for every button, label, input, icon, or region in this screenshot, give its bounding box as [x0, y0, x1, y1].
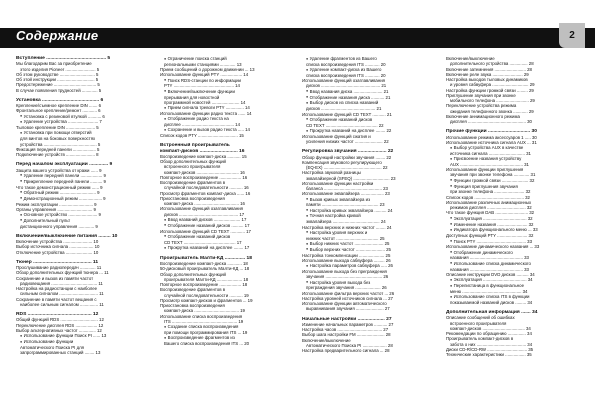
toc-entry: списка воспроизведения ITS ............ 20: [306, 61, 386, 67]
toc-entry: радиовещания ...................................... 11: [20, 280, 103, 286]
toc-entry: Список кодов PTY ................................. 15: [160, 133, 244, 139]
toc-entry: Использование выхода сабвуфера ......... 26: [302, 257, 391, 263]
toc-entry: Прослушивание радиопередач ............. 11: [16, 265, 102, 271]
toc-entry: проигрывателя Малти-КД ..................... 18: [164, 276, 249, 282]
toc-entry: Об этом руководстве ............................. 5: [16, 71, 99, 77]
toc-entry: компакт-диска ..................................... 16: [164, 201, 245, 207]
toc-entry: PTY .................................................. 14: [164, 83, 240, 89]
toc-entry: ● Прокрутка названий на дисплее ........ 22: [302, 128, 426, 134]
toc-entry: звучания при звонке телефона ............. 31: [450, 172, 536, 178]
toc-entry: встроенного проигрывателя: [164, 164, 221, 170]
toc-entry: названия ............................................ 33: [450, 266, 529, 272]
toc-entry: Переключение устройства режима: [446, 103, 517, 109]
toc-entry: Что такое функция DAB ........................... 32: [446, 210, 535, 216]
toc-entry: Настройка предварительного сигнала ... 28: [302, 348, 390, 354]
toc-entry: дисков ............................................. 21: [306, 106, 382, 112]
toc-entry: Подключение устройств ........................ 8: [16, 152, 99, 158]
toc-entry: Использование функций озаглавливания: [302, 78, 386, 84]
toc-section-heading: Тюнер ........................................... 11: [16, 259, 99, 265]
toc-entry: мобильного телефона ........................... 29: [450, 98, 535, 103]
toc-entry: дисплее ........................................... 14: [164, 122, 240, 128]
toc-entry: компакт-дисков ................................... 34: [450, 325, 531, 331]
toc-entry: Включение аннимационного режима: [446, 113, 520, 119]
toc-entry: эквалайзера ....................................... 24: [306, 219, 386, 225]
toc-entry: 50-дисковый проигрыватель Малти-КД ... 18: [160, 266, 250, 272]
toc-entry: и уровня сабвуфера .............................. 29: [450, 82, 535, 88]
toc-entry: ● Выбор нижних частот ........................ 25: [302, 241, 426, 247]
toc-entry: ● Включение/выключение функции: [160, 89, 284, 95]
toc-entry: Использование динамического названия ... 33: [446, 244, 540, 250]
toc-entry: ● Ввод названий дисков ...................... 17: [160, 217, 284, 223]
toc-entry: CD TEXT ........................................... 17: [164, 239, 242, 245]
toc-entry: ● Использование функции Поиск PI ...... 13: [16, 333, 140, 339]
toc-entry: устройства ............................................ 5: [20, 141, 101, 147]
toc-entry: Использование функций PTY .................. 14: [160, 72, 249, 78]
toc-entry: ● Дополнительный пульт: [16, 218, 140, 224]
toc-entry: Защита вашего устройства от кражи ...... 9: [16, 167, 102, 173]
toc-entry: Воспроизведение компакт-диска ........... 15: [160, 153, 247, 159]
toc-entry: дополнительного устройства ............... 28: [450, 61, 534, 67]
page-number: 2: [559, 23, 585, 48]
toc-entry: ● Настройка кривых эквалайзера .......... 24: [302, 208, 426, 214]
toc-entry: Использование режима аксессуаров 1 ..... 30: [446, 134, 537, 140]
toc-entry: ● Прикрепление передней панели .......... 9: [16, 179, 140, 185]
toc-entry: ● Настройка параметров сабвуфера ..... 26: [302, 263, 426, 269]
toc-entry: Изменение начальных параметров ........... 27: [302, 321, 394, 327]
toc-entry: ● Поиск PTY ......................................... 33: [446, 239, 570, 245]
toc-entry: компакт-дисков ................................... 16: [164, 169, 245, 175]
toc-entry: дисков ................................................. 17: [164, 211, 245, 217]
toc-entry: ● Установка с резиновой втулкой ........... 6: [16, 114, 140, 120]
toc-entry: Технические характеристики ................. 35: [446, 352, 532, 358]
toc-entry: Сохранение в памяти частот вещания с: [16, 296, 97, 302]
toc-entry: звучания ............................................... 26: [306, 274, 389, 280]
toc-entry: меню ................................................. 34: [450, 288, 528, 294]
toc-entry: ● Установка при помощи отверстий: [16, 130, 140, 136]
toc-entry: компакт-диска ..................................... 19: [164, 308, 245, 314]
toc-entry: Органы управления ............................. 9: [16, 206, 96, 212]
toc-entry: Фронтальное крепление/ремонт ............ 6: [16, 108, 101, 114]
toc-column-3: [302, 56, 426, 353]
toc-entry: Включение устройства ........................ 10: [16, 239, 99, 245]
toc-entry: наиболее сильным сигналом ............... 11: [20, 301, 104, 307]
toc-entry: Описание сообщений об ошибках: [446, 315, 515, 321]
toc-entry: ● Демонстрационный режим ................... 9: [16, 196, 140, 202]
toc-entry: ● Прием сигнала тревоги PTY ............... 14: [160, 105, 284, 111]
toc-entry: при звонке телефона ......................... 32: [450, 189, 531, 195]
table-of-contents: [0, 56, 595, 420]
toc-entry: Настройка выходов тыловых динамиков: [446, 77, 528, 82]
toc-entry: дисплея ................................................ 30: [450, 119, 532, 124]
toc-entry: ● Изменение названия ......................... 32: [446, 222, 570, 228]
toc-entry: Использование функции автоматического: [302, 301, 387, 307]
toc-entry: Включение затемнения .......................... 28: [446, 66, 532, 72]
toc-section-heading: Проигрыватель Малти-КД ............... 18: [160, 255, 252, 261]
toc-entry: Настройка часов ..................................... 27: [302, 327, 389, 333]
toc-entry: Использование источника сигнала AUX ... 31: [446, 139, 537, 145]
toc-entry: преграждения звучания ..................... 26: [306, 285, 387, 291]
toc-entry: Воспроизведение компакт-диска ............ 18: [160, 261, 248, 267]
toc-section-heading: Прочие функции ............................... 30: [446, 129, 537, 135]
toc-entry: дисков ................................................. 21: [306, 83, 387, 89]
toc-entry: для винтов на боковых поверхностях: [20, 136, 96, 142]
toc-entry: Выбор шага настройки FM ....................... 28: [302, 332, 391, 338]
toc-entry: режимов дисплея ................................ 32: [450, 205, 532, 211]
toc-entry: Выбор альтернативных частот .............. 12: [16, 327, 102, 333]
toc-column-1: [16, 56, 140, 355]
toc-entry: Фиксация передней панели ................... 5: [16, 146, 100, 152]
toc-entry: Прием сообщений о дорожном движении ... 13: [160, 67, 255, 73]
toc-entry: Мы благодарим Вас за приобретение: [16, 61, 92, 67]
toc-entry: ● Настройка уровня верхних и: [302, 230, 426, 236]
toc-entry: источника сигнала .............................. 31: [450, 150, 531, 156]
toc-entry: ● Использование функции: [16, 339, 140, 345]
toc-entry: ● Выбор дисков из списка названий: [302, 100, 426, 106]
toc-entry: памяти ............................................... 23: [306, 202, 385, 208]
toc-entry: ● Отображение названий дисков: [302, 117, 426, 123]
toc-entry: Тыловое крепление DIN ........................ 5: [16, 125, 99, 131]
toc-entry: ● Отображение динамического: [446, 250, 570, 256]
toc-entry: Приглушение звучания при звонке: [446, 92, 516, 98]
toc-entry: этого изделия Pioneer ......................... 5: [20, 66, 100, 72]
toc-entry: случайной последовательности ........... 16: [164, 185, 249, 191]
toc-entry: Описание инструкции DVD дисков .......... 34: [446, 271, 535, 277]
toc-entry: Обзор функций настройки звучания ........ 22: [302, 154, 392, 160]
toc-entry: ● Удаление устройства ......................... 7: [16, 119, 140, 125]
toc-entry: Обзор дополнительных функций: [160, 271, 226, 277]
toc-entry: Настройка тонкомпенсации ..................... 25: [302, 252, 391, 258]
toc-entry: Вашего списка воспроизведения ITS ... 20: [164, 341, 250, 347]
toc-entry: Об этой инструкции ............................... 5: [16, 77, 99, 82]
toc-entry: Использование функций озаглавливания: [160, 206, 244, 212]
toc-entry: ● Эксплуатация .................................... 32: [446, 216, 570, 222]
toc-entry: ● Отображение названий дисков .......... 17: [160, 223, 284, 229]
toc-entry: ● Функция приглушения звучания: [446, 184, 570, 190]
toc-entry: программной новостей ....................... 14: [164, 99, 246, 105]
toc-entry: AUX .................................................... 31: [450, 161, 529, 167]
toc-entry: Использование функции радио текста ...... 14: [160, 110, 252, 116]
toc-section-heading: Установка .......................................... 6: [16, 97, 104, 103]
toc-entry: ● Использование списка динамического: [446, 261, 570, 267]
toc-entry: запрограммированных станций ........ 13: [20, 350, 101, 356]
toc-entry: Использование функции настройки: [302, 180, 374, 186]
toc-entry: Общий функций RDS ............................... 12: [16, 317, 104, 323]
toc-section-heading: Дополнительная информация ....... 34: [446, 310, 538, 316]
toc-entry: ● Точная настройка кривой: [302, 213, 426, 219]
toc-entry: Переключение дисплея RDS .................. 12: [16, 322, 104, 328]
toc-entry: Обзор дополнительных функций тюнера ... 11: [16, 270, 109, 276]
toc-entry: Повторное воспроизведение .................. 18: [160, 282, 248, 288]
toc-entry: Настройка функции громкой связи ......... 29: [446, 87, 534, 93]
toc-entry: ● Выбор устройства AUX в качестве: [446, 145, 570, 151]
toc-entry: Диски CD-R/CD-RW ................................. 35: [446, 346, 534, 352]
toc-entry: нижних частот ................................... 25: [306, 235, 385, 241]
toc-entry: ● Обратный режим .............................. 9: [16, 190, 140, 196]
toc-entry: ожидания телефонного звонка ............ 29: [450, 108, 534, 114]
toc-entry: Просмотр компакт-дисков и фрагментов ... 19: [160, 297, 253, 303]
page-title: Содержание: [16, 28, 99, 43]
toc-entry: Настройка уровней источников сигнала ... 27: [302, 295, 393, 301]
toc-entry: списка воспроизведения ITS ............ 20: [306, 72, 386, 78]
toc-section-heading: Вступление ............................................ 5: [16, 56, 111, 61]
toc-entry: Использование функций CD TEXT ............ 17: [160, 228, 251, 234]
toc-entry: Настройка звуковой разницы: [302, 170, 361, 176]
toc-entry: Использование эквалайзера ................... 23: [302, 191, 390, 197]
toc-entry: Компенсация звукового регулирующего: [302, 159, 382, 165]
toc-entry: Использование функций сжатия и: [302, 133, 371, 139]
toc-entry: Настройка верхних и нижних частот ........ 24: [302, 224, 392, 230]
toc-entry: Крепление/съемное крепление DIN ....... 6: [16, 103, 102, 108]
toc-entry: Использование различных анимационных: [446, 199, 532, 205]
toc-column-2: [160, 56, 284, 346]
toc-entry: ITS ...................................................... 19: [164, 318, 244, 324]
toc-entry: Список кодов ......................................... 32: [446, 194, 530, 200]
toc-entry: Воспроизведение фрагментов в: [160, 287, 226, 293]
toc-entry: баланса ................................................ 23: [306, 186, 388, 192]
toc-section-heading: RDS ............................................... 12: [16, 312, 99, 318]
toc-entry: ● Создание списка воспроизведения: [160, 324, 284, 330]
toc-entry: ● Удаление фрагментов из Вашего: [302, 56, 426, 62]
toc-entry: Настройка на радиостанции с наиболее: [16, 286, 98, 292]
toc-entry: ● Сохранение и вызов радио текста ..... 14: [160, 127, 284, 133]
toc-entry: ● Удаление передней панели .................. 9: [16, 173, 140, 179]
toc-entry: Что такое демонстрационный режим ...... 9: [16, 184, 103, 190]
toc-entry: ● Отображение радио текста на: [160, 116, 284, 122]
toc-entry: ● Выбор верхних частот ........................ 25: [302, 247, 426, 253]
toc-entry: ● Отображение названий дисков: [160, 234, 284, 240]
toc-entry: ● Перелистаница в функциональное: [446, 283, 570, 289]
toc-section-heading: компакт-дисков ............................ 16: [160, 148, 245, 154]
toc-section-heading: Регулировка звучания ..................... 22: [302, 149, 394, 155]
toc-entry: Воспроизведение фрагментов в: [160, 180, 226, 186]
toc-entry: Сохранение и вызов из памяти частот: [16, 275, 94, 281]
toc-entry: Просмотр фрагментов компакт-диска ...... 16: [160, 190, 251, 196]
toc-entry: Приостановка воспроизведения: [160, 195, 225, 201]
toc-entry: Автоматического Поиска PI .................... 28: [306, 342, 393, 348]
toc-entry: Предостережение ................................... 5: [16, 82, 100, 88]
toc-entry: В случае появления трудностей ............. 5: [16, 87, 102, 93]
toc-entry: ● Поиск RDS-станции по информации: [160, 78, 284, 84]
toc-entry: ● Воспроизведение фрагментов из: [160, 335, 284, 341]
toc-entry: Приостановка воспроизведения: [160, 303, 225, 309]
toc-entry: ● Основное устройство ........................ 9: [16, 212, 140, 218]
toc-entry: при помощи программирования ITS ... 19: [164, 329, 248, 335]
toc-entry: ● Прокрутка названий на дисплее ........ 17: [160, 245, 284, 251]
toc-column-4: [446, 56, 570, 357]
toc-entry: Автоматического Поиска PI для: [20, 344, 85, 350]
toc-entry: ● Функции громкой связи ...................... 32: [446, 178, 570, 184]
toc-entry: дистанционного управления ............. 9: [20, 223, 98, 229]
toc-entry: случайной последовательности ........... 19: [164, 292, 249, 298]
toc-entry: CD TEXT ........................................... 22: [306, 122, 384, 128]
toc-entry: Отключение устройства ...................... 10: [16, 249, 99, 255]
toc-entry: Использование фильтра верхних частот ... 26: [302, 290, 395, 296]
toc-entry: ● Индикатора функционального меню ... 33: [446, 227, 570, 233]
contents-header: [0, 23, 595, 48]
toc-entry: выравнивания звучания ....................... 27: [306, 306, 390, 312]
toc-entry: эквалайзерной (SFEQ) .............................. 23: [306, 175, 396, 181]
toc-entry: забота о них ......................................... 34: [450, 341, 533, 347]
toc-entry: названия ............................................ 33: [450, 255, 529, 261]
toc-section-heading: Перед началом эксплуатации .............. 9: [16, 162, 113, 168]
toc-entry: Выбор источника сигнала .................... 10: [16, 244, 100, 250]
toc-entry: ● Удаление компакт-диска из Вашего: [302, 67, 426, 73]
toc-entry: ● Ограничение поиска станций: [160, 56, 284, 62]
toc-entry: ● Присвоение названия устройству: [446, 156, 570, 162]
toc-entry: Рекомендации по обращению ............... 34: [446, 331, 532, 337]
toc-entry: ● Эксплуатация .................................... 34: [446, 277, 570, 283]
toc-section-heading: Встроенный проигрыватель: [160, 143, 230, 149]
toc-entry: (EQ-EX) ................................................ 22: [306, 165, 388, 171]
toc-entry: Обзор дополнительных функций: [160, 159, 226, 165]
toc-section-heading: Начальные настройки .................... 27: [302, 316, 392, 322]
toc-entry: прерывания для новостной: [164, 94, 220, 100]
toc-entry: Доступных функций PTY ......................... 32: [446, 233, 534, 239]
toc-entry: показываемой названий дисков ......... 34: [450, 299, 533, 305]
toc-entry: Использование выхода без преграждения: [302, 269, 387, 275]
toc-entry: ● Использование списка ITS в функции: [446, 294, 570, 300]
toc-entry: Включение/выключение: [446, 56, 495, 61]
toc-entry: Режим эксплуатации ............................ 9: [16, 201, 97, 207]
toc-entry: ● Настройка уровня выхода без: [302, 280, 426, 286]
toc-entry: Включение/выключение: [302, 337, 351, 343]
toc-entry: Включение реле звука ......................... 29: [446, 71, 529, 77]
toc-entry: ● Ввод названия диска ........................ 21: [302, 89, 426, 95]
toc-entry: ● Вызов кривых эквалайзера из: [302, 197, 426, 203]
toc-entry: Использование списка воспроизведения: [160, 313, 243, 319]
toc-entry: Проигрыватель компакт-дисков в: [446, 336, 514, 342]
toc-entry: Использование функции приглушения: [446, 167, 524, 173]
toc-entry: Повторное воспроизведение .................. 16: [160, 174, 248, 180]
toc-section-heading: Включение/выключение питания ......... 10: [16, 233, 118, 239]
toc-entry: усиления низких частот ....................... 22: [306, 139, 389, 145]
toc-entry: ● Отображение названия диска ........... 21: [302, 95, 426, 101]
toc-entry: встроенного проигрывателя: [450, 320, 507, 326]
toc-entry: региональными станциями ............. 13: [164, 61, 242, 67]
toc-entry: Использование функций CD TEXT ........... 21: [302, 111, 392, 117]
toc-entry: сильным сигналом ................................ 11: [20, 291, 104, 297]
